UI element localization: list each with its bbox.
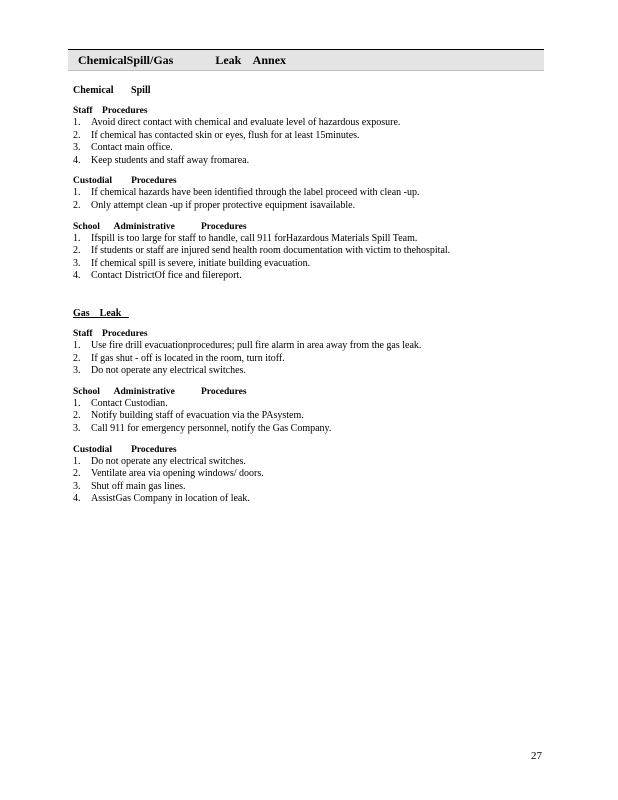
procedure-list bbox=[73, 187, 553, 212]
group-custodial-procedures bbox=[73, 175, 553, 212]
group-school-administrative-procedures bbox=[73, 221, 553, 283]
section-title: Chemical Spill bbox=[73, 85, 151, 96]
list-item: 2. If students or staff are injured send health room documentation with victim to thehospital. bbox=[73, 245, 451, 257]
procedure-list bbox=[73, 398, 553, 436]
list-item: 4. Keep students and staff away fromarea. bbox=[73, 154, 250, 166]
group-heading: Staff Procedures bbox=[73, 328, 148, 339]
list-item: 1. Do not operate any electrical switches. bbox=[73, 455, 246, 467]
procedure-list bbox=[73, 117, 553, 167]
list-item: 3. Do not operate any electrical switches. bbox=[73, 365, 246, 377]
procedure-list bbox=[73, 233, 553, 283]
list-item: 2. If chemical has contacted skin or eyes, flush for at least 15minutes. bbox=[73, 129, 360, 141]
list-item: 4. Contact DistrictOf fice and filereport. bbox=[73, 270, 242, 282]
list-item: 1. Ifspill is too large for staff to handle, call 911 forHazardous Materials Spill Team. bbox=[73, 232, 418, 244]
list-item: 1. Avoid direct contact with chemical and evaluate level of hazardous exposure. bbox=[73, 117, 401, 128]
group-heading: Custodial Procedures bbox=[73, 176, 177, 187]
list-item: 2. Notify building staff of evacuation via the PAsystem. bbox=[73, 410, 304, 422]
group-staff-procedures bbox=[73, 328, 553, 378]
list-item: 3. Contact main office. bbox=[73, 142, 173, 154]
procedure-list bbox=[73, 456, 553, 506]
list-item: 3. If chemical spill is severe, initiate building evacuation. bbox=[73, 257, 311, 269]
page-number: 27 bbox=[531, 750, 542, 762]
section-gas-leak bbox=[73, 307, 553, 506]
group-heading: School Administrative Procedures bbox=[73, 221, 247, 232]
group-custodial-procedures bbox=[73, 444, 553, 506]
group-heading: School Administrative Procedures bbox=[73, 386, 247, 397]
procedure-list bbox=[73, 340, 553, 378]
group-heading: Custodial Procedures bbox=[73, 444, 177, 455]
list-item: 2. If gas shut - off is located in the room, turn itoff. bbox=[73, 352, 285, 364]
list-item: 1. Use fire drill evacuationprocedures; pull fire alarm in area away from the gas leak. bbox=[73, 339, 422, 351]
annex-title-bar bbox=[68, 49, 544, 71]
group-staff-procedures bbox=[73, 105, 553, 167]
annex-title: ChemicalSpill/Gas Leak Annex bbox=[78, 53, 287, 67]
document-body bbox=[73, 84, 553, 506]
list-item: 4. AssistGas Company in location of leak. bbox=[73, 493, 250, 505]
list-item: 1. If chemical hazards have been identified through the label proceed with clean -up. bbox=[73, 187, 420, 199]
list-item: 3. Call 911 for emergency personnel, notify the Gas Company. bbox=[73, 422, 332, 434]
list-item: 2. Ventilate area via opening windows/ doors. bbox=[73, 468, 264, 480]
section-chemical-spill bbox=[73, 84, 553, 283]
section-title: Gas Leak bbox=[73, 307, 129, 319]
group-heading: Staff Procedures bbox=[73, 106, 148, 116]
list-item: 2. Only attempt clean -up if proper protective equipment isavailable. bbox=[73, 199, 356, 211]
list-item: 1. Contact Custodian. bbox=[73, 397, 168, 409]
list-item: 3. Shut off main gas lines. bbox=[73, 480, 186, 492]
group-school-administrative-procedures bbox=[73, 386, 553, 436]
